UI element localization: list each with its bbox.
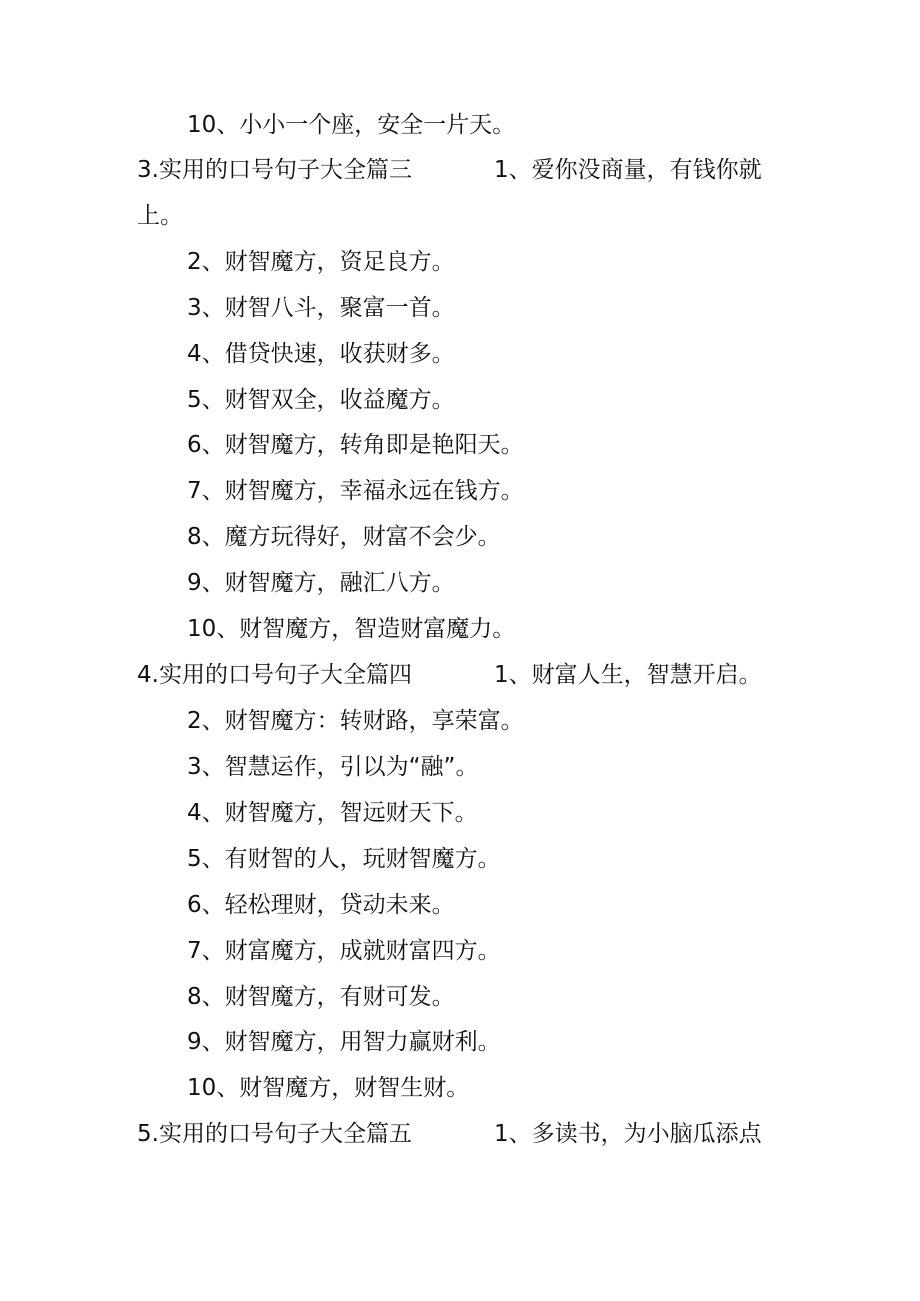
section-title: 5.实用的口号句子大全篇五 [137, 1121, 412, 1147]
list-item: 7、财富魔方，成就财富四方。 [187, 938, 501, 964]
section-heading-4 [137, 655, 797, 695]
list-item: 10、财智魔方，智造财富魔力。 [187, 616, 516, 642]
list-item: 8、财智魔方，有财可发。 [187, 984, 455, 1010]
list-item: 1、财富人生，智慧开启。 [494, 662, 762, 688]
list-item: 9、财智魔方，融汇八方。 [187, 570, 455, 596]
list-item: 3、财智八斗，聚富一首。 [187, 295, 455, 321]
list-item: 1、多读书，为小脑瓜添点 [494, 1121, 762, 1147]
list-item: 5、有财智的人，玩财智魔方。 [187, 846, 501, 872]
list-item: 2、财智魔方：转财路，享荣富。 [187, 708, 524, 734]
section-title: 4.实用的口号句子大全篇四 [137, 662, 412, 688]
list-item: 4、借贷快速，收获财多。 [187, 341, 455, 367]
list-item: 8、魔方玩得好，财富不会少。 [187, 524, 501, 550]
list-item: 6、轻松理财，贷动未来。 [187, 892, 455, 918]
list-item: 10、财智魔方，财智生财。 [187, 1075, 470, 1101]
section-heading-5 [137, 1114, 797, 1154]
list-item: 3、智慧运作，引以为“融”。 [187, 754, 479, 780]
list-item: 7、财智魔方，幸福永远在钱方。 [187, 478, 524, 504]
list-item: 9、财智魔方，用智力赢财利。 [187, 1029, 501, 1055]
section-heading-3 [137, 150, 797, 190]
list-item: 5、财智双全，收益魔方。 [187, 387, 455, 413]
list-item: 10、小小一个座，安全一片天。 [187, 112, 516, 138]
list-item: 2、财智魔方，资足良方。 [187, 249, 455, 275]
section-title: 3.实用的口号句子大全篇三 [137, 157, 412, 183]
list-item: 6、财智魔方，转角即是艳阳天。 [187, 432, 524, 458]
list-item-continuation: 上。 [137, 203, 183, 229]
list-item: 1、爱你没商量，有钱你就 [494, 157, 762, 183]
list-item: 4、财智魔方，智远财天下。 [187, 800, 478, 826]
